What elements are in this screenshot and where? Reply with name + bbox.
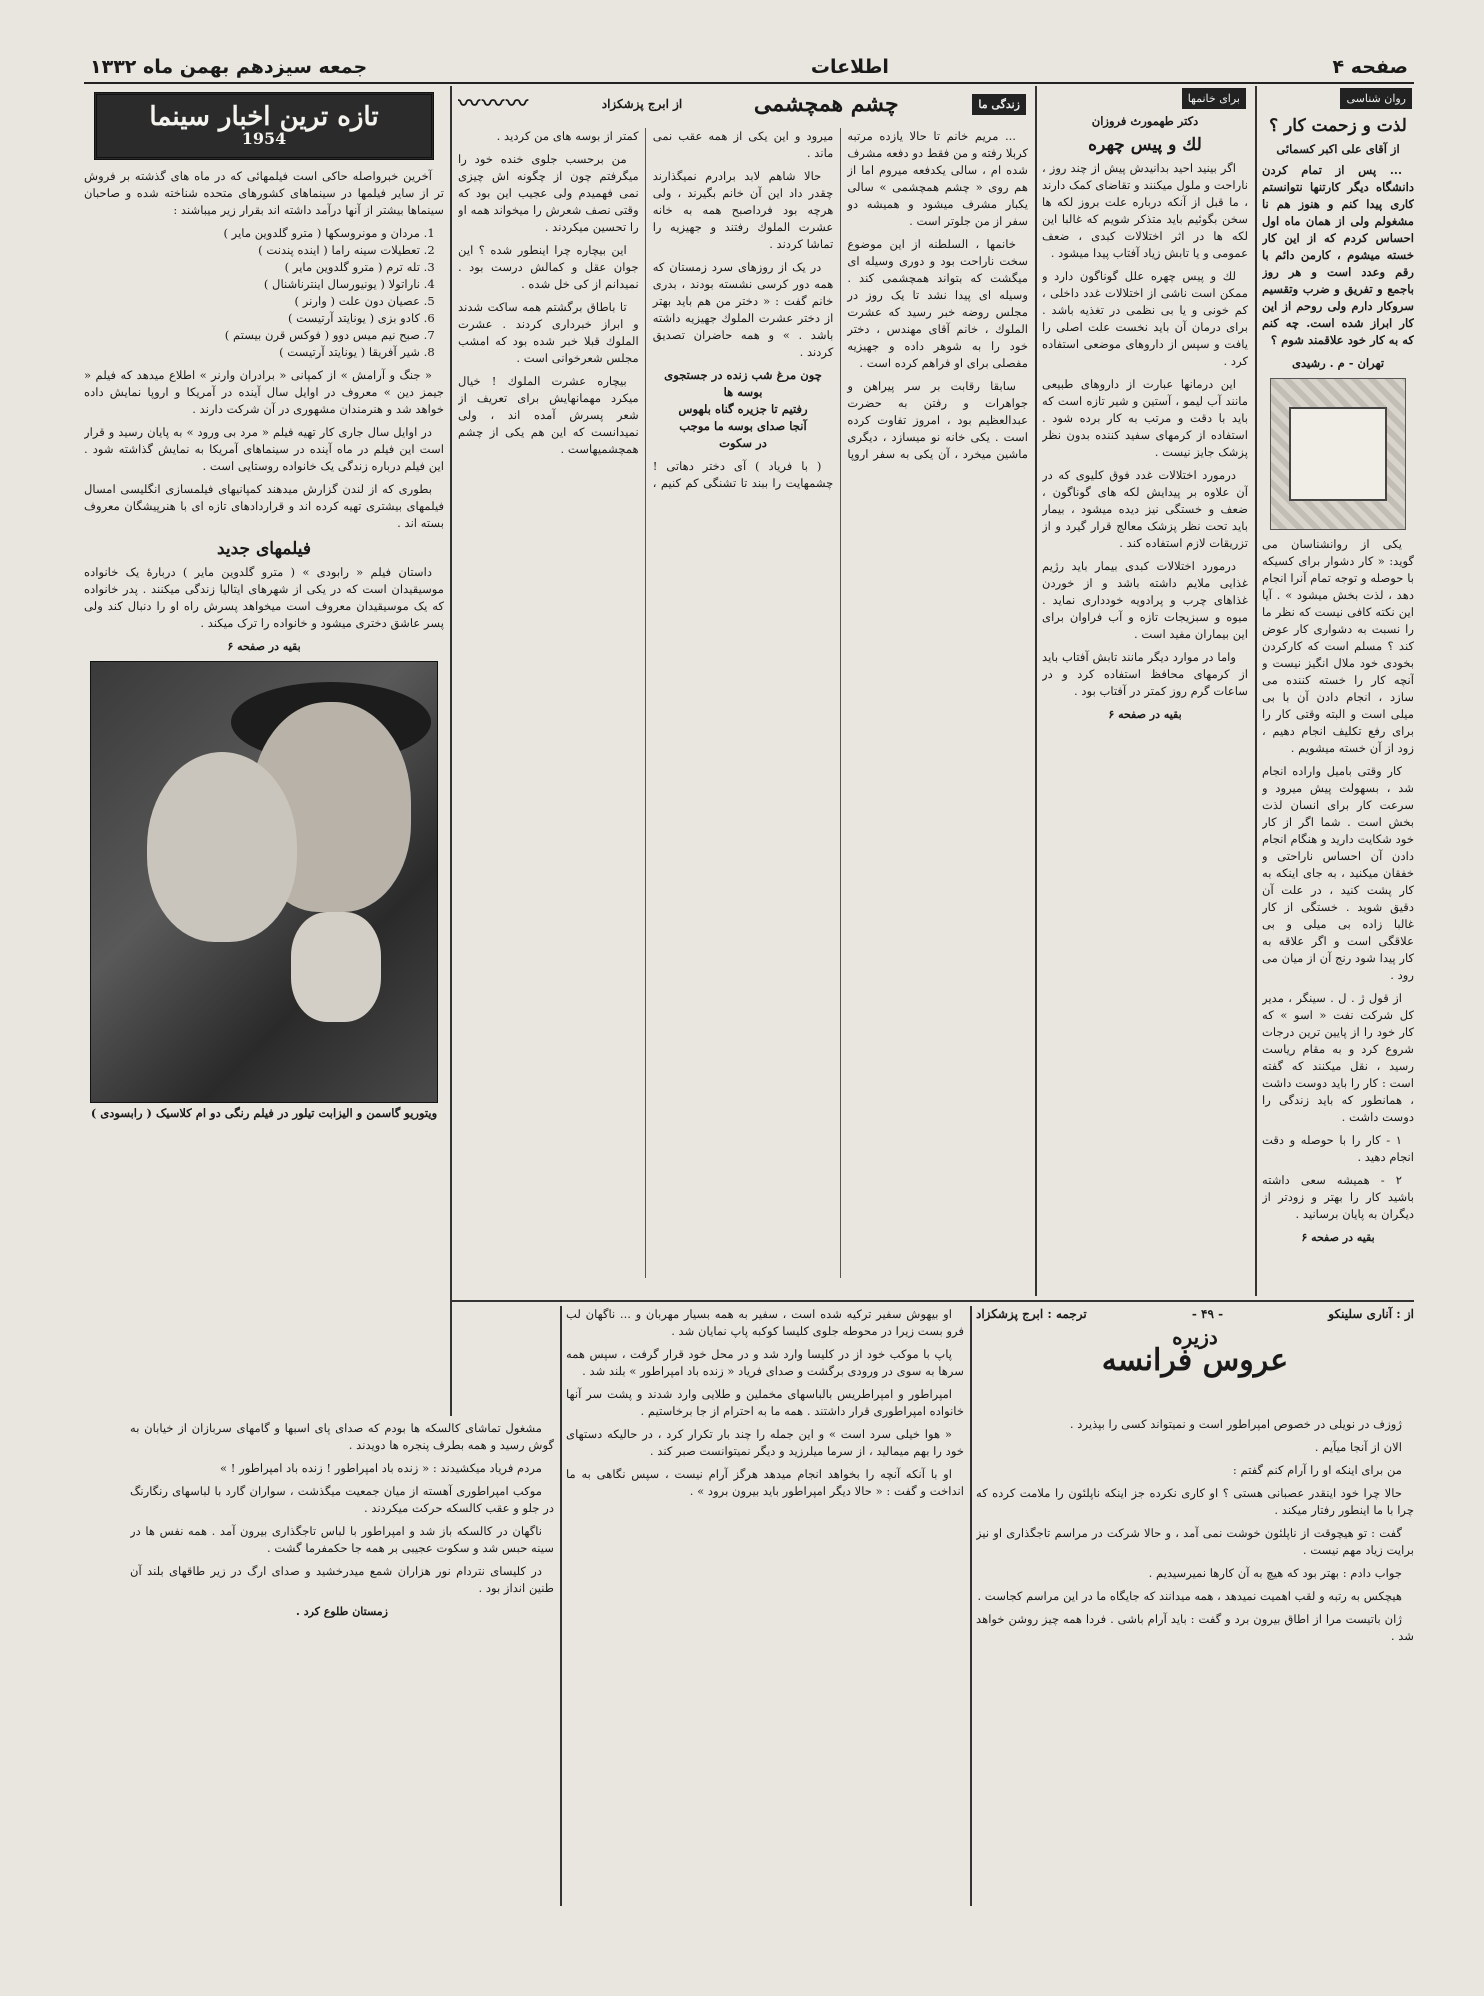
- psychology-column: [1262, 86, 1414, 1296]
- serial-column-1: [976, 1416, 1414, 1906]
- paragraph: « جنگ و آرامش » از کمپانی « برادران وارنر » اطلاع میدهد که فیلم « جیمز دین » معروف در اوایل سال آینده در آمریکا و اروپا نمایش داده خواهد شد و هنرمندان مشهوری در آن شرکت دارند .: [84, 368, 444, 416]
- article-author: از ابرج پزشکزاد: [601, 96, 683, 111]
- issue-date: جمعه سیزدهم بهمن ماه ۱۳۳۲: [90, 56, 368, 78]
- paragraph: اگر بینید احید بدانیدش پیش از چند روز ، ناراحت و ملول میکنند و تقاضای کمک دارند ، ما قبل از آنکه درباره علت بروز لکه ها سخن بگوئیم باید متذکر شویم که غالبا این لکه ها در اثر اختلالات کبدی ، ضعف عمومی و یا تابش زیاد آفتاب پیدا میشود .: [1042, 161, 1248, 260]
- paragraph: ژان باتیست مرا از اطاق بیرون برد و گفت : باید آرام باشی . فردا همه چیز روشن خواهد شد .: [976, 1612, 1414, 1643]
- paragraph: واما در موارد دیگر مانند تابش آفتاب باید از کرمهای محافظ استفاده کرد و در ساعات گرم روز کمتر در آفتاب بود .: [1042, 650, 1248, 698]
- article-title: لذت و زحمت کار ؟: [1269, 116, 1407, 136]
- box-office-list: [84, 225, 420, 361]
- paragraph: آخرین خبرواصله حاکی است فیلمهائی که در ماه های گذشته بر فروش تر از سایر فیلمها در سینماهای کشورهای متحده شناخته شده و صاحبان سینماها بیشتر از آنها درآمد داشته اند بقرار زیر میباشند :: [84, 169, 444, 217]
- poem-line: چون مرغ شب زنده در جستجوی بوسه ها: [664, 368, 822, 399]
- poem-line: آنجا صدای بوسه ما موجب: [679, 419, 807, 433]
- paragraph: در یک از روزهای سرد زمستان که همه دور کرسی نشسته بودند ، بدری خانم گفت : « دختر من هم باید بهتر از دختر عشرت الملوك جهیزیه داشته باشد . » و همه حاضران تصدیق کردند .: [652, 260, 834, 359]
- serial-column-3: [130, 1420, 554, 1906]
- paragraph: یکی از روانشناسان می گوید: « کار دشوار برای کسیکه با حوصله و توجه تمام آنرا انجام دهد ، لذت بخش میشود » . آیا این نکته کافی نیست که نظر ما را نسبت به دشواری کار عوض کند ؟ مسلم است که کارکردن بخودی خود ملال انگیز نیست و آنچه کار را خسته کننده می سازد ، انجام دادن آن با بی میلی است و البته وقتی کار را برای رفع تکلیف انجام دهیم ، زود از آن خسته میشویم .: [1262, 537, 1414, 755]
- section-tag: [1262, 86, 1414, 111]
- paragraph: هیچکس به رتبه و لقب اهمیت نمیدهد ، همه میدانند که جایگاه ما در این مراسم کجاست .: [977, 1589, 1402, 1603]
- continued-note: بقیه در صفحه ۶: [1301, 1231, 1375, 1244]
- paragraph: حالا چرا خود اینقدر عصبانی هستی ؟ او کاری نکرده جز اینکه ناپلئون را ملامت کرده که چرا با ما اینطور رفتار میکند .: [976, 1486, 1414, 1517]
- paragraph: این درمانها عبارت از داروهای طبیعی مانند آب لیمو ، آستین و شیر تازه است که باید با دقت و مرتب به کار برده شود . استفاده از کرمهای سفید کننده بدون نظر پزشک جایز نیست .: [1042, 377, 1248, 459]
- column-rule: [1035, 86, 1037, 1296]
- paragraph: در کلیسای نتردام نور هزاران شمع میدرخشید و صدای ارگ در زیر طاقهای بلند آن طنین انداز بود .: [130, 1564, 554, 1595]
- continued-note: بقیه در صفحه ۶: [227, 640, 301, 653]
- paragraph: او با آنکه آنچه را بخواهد انجام میدهد هرگز آرام نیست ، سپس نگاهی به ما انداخت و گفت : « حالا دیگر امپراطور باید بیرون برود » .: [566, 1467, 964, 1498]
- paragraph: این بیچاره چرا اینطور شده ؟ این جوان عقل و کمالش درست بود . نمیدانم از کی خل شده .: [458, 243, 639, 291]
- list-item: 2. تعطیلات سینه راما ( اینده پندنت ): [84, 242, 420, 259]
- paragraph: ... مریم خانم تا حالا یازده مرتبه کربلا رفته و من فقط دو دفعه مشرف شده ام ، سالی یکدفعه میروم اما از هم روی « چشم همچشمی » سالی یکبار مشرف میشود و همیشه دو سفر از من جلوتر است .: [847, 129, 1028, 228]
- paragraph: از قول ژ . ل . سینگر ، مدیر کل شرکت نفت « اسو » که کار خود را از پایین ترین درجات شروع کرد و به مقام ریاست رسید ، نقل میکنند که گفته است : کار را باید دوست داشت ، همانطور که باید زندگی را دوست داشت .: [1262, 991, 1414, 1124]
- column-rule: [970, 1306, 972, 1906]
- paragraph: مشغول تماشای کالسکه ها بودم که صدای پای اسبها و گامهای سربازان از خیابان به گوش رسید و همه بطرف پنجره ها دویدند .: [130, 1421, 554, 1452]
- serial-name: دزیره: [1172, 1325, 1218, 1349]
- closing-line: زمستان طلوع کرد .: [296, 1605, 388, 1618]
- page-number: صفحه ۴: [1332, 56, 1408, 78]
- article-author: دکتر طهمورث فروزان: [1091, 114, 1199, 128]
- paragraph: بیچاره عشرت الملوك ! خیال میکرد مهمانهایش برای تعریف از شعر پسرش آمده اند ، ولی نمیدانست که این هم یکی از چشم همچشمیهاست .: [458, 374, 639, 456]
- serial-header: [976, 1306, 1414, 1416]
- photo-shape: [147, 752, 297, 942]
- paragraph: من برای اینکه او را آرام کنم گفتم :: [1232, 1463, 1402, 1477]
- column-rule: [560, 1306, 562, 1906]
- list-item: 8. شیر آفریقا ( یونایتد آرتیست ): [84, 344, 420, 361]
- paragraph: او بیهوش سفیر ترکیه شده است ، سفیر به همه بسیار مهربان و ... ناگهان لب فرو بست زیرا در محوطه جلوی کلیسا کوکبه پاپ نمایان شد .: [566, 1307, 964, 1338]
- poem: [653, 367, 834, 452]
- section-banner: [458, 86, 1028, 122]
- paragraph: تا باطاق برگشتم همه ساکت شدند و ابراز خبرداری کردند . عشرت الملوك قبلا خبر شده بود که امشب مجلس شعرخوانی است .: [458, 300, 639, 365]
- subsection-title: فیلمهای جدید: [216, 539, 312, 559]
- paragraph: ناگهان در کالسکه باز شد و امپراطور با لباس تاجگذاری بیرون آمد . همه نفس ها در سینه حبس شد و سکوت عجیبی بر همه جا حکمفرما گشت .: [130, 1524, 554, 1555]
- article-author: از آقای علی اکبر کسمائی: [1276, 142, 1400, 156]
- paragraph: گفت : تو هیچوقت از ناپلئون خوشت نمی آمد ، و حالا شرکت در مراسم تاجگذاری او نیز برایت زیاد مهم نیست .: [976, 1526, 1414, 1557]
- paragraph: در اوایل سال جاری کار تهیه فیلم « مرد بی ورود » به پایان رسید و قرار است این فیلم در ماه آینده در سینماهای آمریکا به نمایش گذاشته شود . این فیلم درباره زندگی یک خانواده روستایی است .: [84, 425, 444, 473]
- paragraph: درمورد اختلالات کبدی بیمار باید رژیم غذایی ملایم داشته باشد و از خوردن غذاهای چرب و پرادویه خودداری نماید . میوه و سبزیجات تازه و آب فراوان برای این بیماران مفید است .: [1042, 559, 1248, 641]
- paragraph: مردم فریاد میکشیدند : « زنده باد امپراطور ! زنده باد امپراطور ! »: [219, 1461, 542, 1475]
- paragraph: درمورد اختلالات غدد فوق کلیوی که در آن علاوه بر پیدایش لکه های گوناگون ، ضعف و خستگی نیز دیده میشود ، بیمار باید تحت نظر پزشک معالج قرار گیرد و از تزریقات لازم استفاده کند .: [1042, 468, 1248, 550]
- banner-year: 1954: [241, 129, 287, 148]
- page-header: [84, 52, 1414, 84]
- film-still-photo: [90, 661, 438, 1103]
- cinema-banner: [94, 92, 434, 160]
- column-rule: [450, 86, 452, 1416]
- paragraph: خانمها ، السلطنه از این موضوع سخت ناراحت بود و دوری وسیله ای میگشت که بتواند همچشمی کند . وسیله ای پیدا نشد تا یک روز در مجلس روضه خبر رسید که عشرت الملوك ، خانم آقای مهندس ، دختر خود را به شوهر داده و جهیزیه مفصلی برای او فراهم کرده است .: [847, 237, 1028, 370]
- health-column: [1042, 86, 1248, 1296]
- serial-title: عروس فرانسه: [1101, 1343, 1289, 1378]
- paragraph: پاپ با موکب خود از در کلیسا وارد شد و در محل خود قرار گرفت ، سپس همه سرها به سوی در ورودی برگشت و صدای فریاد « زنده باد امپراطور » بلند شد .: [566, 1347, 964, 1378]
- episode-number: - ۴۹ -: [1191, 1307, 1224, 1321]
- paragraph: داستان فیلم « رابودی » ( مترو گلدوین مایر ) دربارهٔ یک خانواده موسیقیدان است که در یکی از شهرهای ایتالیا زندگی میکنند . پدر خانواده که یک موسیقیدان معروف است میخواهد پسرش راه او را دنبال کند ولی پسر عاشق دختری میشود و خانواده را ترک میکند .: [84, 565, 444, 630]
- article-title: لك و پیس چهره: [1088, 135, 1202, 155]
- reader-letter: ... پس از تمام کردن دانشگاه دیگر کارتنها نتوانستم کاری پیدا کنم و هنوز هم نا مشغولم ولی از همان ماه اول احساس کردم که از این کار خسته میشوم ، کارمن دائم با رقم وعدد است و هر روز باجمع و تفریق و ضرب وتقسیم سروکار دارم ولی روحم از این کار ابراز شده است. چه کنم که به کار خود علاقمند شوم ؟: [1262, 163, 1414, 347]
- paper-name: اطلاعات: [810, 56, 889, 78]
- article-title: چشم همچشمی: [753, 91, 899, 117]
- banner-title: تازه ترین اخبار سینما: [149, 102, 379, 132]
- paragraph: ژوزف در نویلی در خصوص امپراطور است و نمیتواند کسی را بپذیرد .: [1069, 1417, 1402, 1431]
- list-item: 6. کادو بزی ( یونایتد آرتیست ): [84, 310, 420, 327]
- paragraph: من برحسب جلوی خنده خود را میگرفتم چون از چگونه اش چیزی نمی فهمیدم ولی عجیب این بود که وقتی نصف شعرش را میخواند همه او را تحسین میکردند .: [458, 152, 639, 234]
- psychology-tag: روان شناسی: [1340, 88, 1412, 109]
- paragraph: ۲ - همیشه سعی داشته باشید کار را بهتر و زودتر از دیگران به پایان برسانید .: [1262, 1173, 1414, 1221]
- list-item: 7. صبح نیم میس دوو ( فوکس قرن بیستم ): [84, 327, 420, 344]
- paragraph: الان از آنجا میآیم .: [1314, 1440, 1402, 1454]
- section-rule: [450, 1300, 1414, 1302]
- photo-shape: [291, 912, 381, 1022]
- paragraph: حالا شاهم لابد برادرم نمیگذارند چقدر داد این آن خانم بگیرند ، ولی هرچه بود فرداصبح همه به خانه عشرت الملوك رفتند و جهیزیه را تماشا کردند .: [652, 169, 834, 251]
- paragraph: بطوری که از لندن گزارش میدهند کمپانیهای فیلمسازی انگلیسی امسال فیلمهای بیشتری تهیه کرده اند و قراردادهای تازه ای با هنرپیشگان معروف بسته اند .: [84, 482, 444, 530]
- wave-ornament: 〰〰〰: [458, 90, 531, 117]
- photo-caption: ویتوریو گاسمن و الیزابت تیلور در فیلم رنگی دو ام کلاسیک ( رابسودی ): [90, 1106, 438, 1120]
- story-body: [458, 128, 1028, 1278]
- paragraph: لك و پیس چهره علل گوناگون دارد و ممکن است ناشی از اختلالات غدد داخلی ، کم خونی و یا بی نظمی در تغذیه باشد . برای درمان آن باید نخست علت اصلی را یافت و سپس از داروهای موضعی استفاده کرد .: [1042, 269, 1248, 368]
- paragraph: « هوا خیلی سرد است » و این جمله را چند بار تکرار کرد ، در حالیکه دستهای خود را بهم میمالید ، از سرما میلرزید و دیگر نمیتوانست صبر کند .: [566, 1427, 964, 1458]
- serial-column-2: [566, 1306, 964, 1906]
- paragraph: امپراطور و امپراطریس بالباسهای مخملین و طلایی وارد شدند و پشت سر آنها خانواده امپراطوری قرار داشتند . همه ما به احترام از جا برخاستیم .: [566, 1387, 964, 1418]
- paragraph: سابقا رقابت بر سر پیراهن و جواهرات و رفتن به حضرت عبدالعظیم بود ، امروز تفاوت کرده است . یکی خانه نو میسازد ، دیگری ماشین میخرد ، آن یکی به سفر اروپا میرود و این یکی از همه عقب نمی ماند .: [652, 129, 1028, 461]
- paragraph: کار وقتی بامیل واراده انجام شد ، بسهولت پیش میرود و سرعت کار برای انسان لذت بخش است . شما اگر از کار خود شکایت دارید و هنگام انجام دادن آن احساس ناراحتی و خفقان میکنید ، به جای اینکه به کار پشت کنید ، در علت آن دقیق شوید . خستگی از کار غالبا زاده بی میلی و بی علاقگی است و اگر علاقه به کار پیدا شود رنج آن از میان می رود .: [1262, 764, 1414, 982]
- list-item: 5. عصیان دون علت ( وارنر ): [84, 293, 420, 310]
- life-tag: زندگی ما: [972, 94, 1026, 115]
- column-rule: [1255, 86, 1257, 1296]
- poem-line: رفتیم تا جزیره گناه بلهوس: [678, 402, 808, 416]
- list-item: 4. ناراتولا ( یونیورسال اینترناشنال ): [84, 276, 420, 293]
- cinema-column: [84, 86, 444, 1406]
- serial-translator: ترجمه : ابرج پزشکزاد: [976, 1307, 1087, 1321]
- women-tag: برای خانمها: [1182, 88, 1246, 109]
- paragraph: ۱ - کار را با حوصله و دقت انجام دهید .: [1262, 1133, 1414, 1164]
- letter-signature: تهران - م . رشیدی: [1291, 356, 1385, 370]
- section-tag: [1042, 86, 1248, 111]
- poem-line: در سکوت: [719, 436, 767, 450]
- paragraph: موکب امپراطوری آهسته از میان جمعیت میگذشت ، سواران گارد با لباسهای رنگارنگ در جلو و عقب کالسکه حرکت میکردند .: [130, 1484, 554, 1515]
- list-item: 1. مردان و مونروسکها ( مترو گلدوین مایر ): [84, 225, 420, 242]
- paragraph: جواب دادم : بهتر بود که هیچ به آن کارها نمیرسیدیم .: [1148, 1566, 1402, 1580]
- serial-author: از : آناری سلینکو: [1328, 1307, 1414, 1321]
- story-column: [458, 86, 1028, 1291]
- list-item: 3. تله ترم ( مترو گلدوین مایر ): [84, 259, 420, 276]
- desk-illustration: [1270, 378, 1406, 530]
- serial-credits: [976, 1306, 1414, 1323]
- paragraph: ( با فریاد ) آی دختر دهاتی ! چشمهایت را ببند تا تشنگی کم کنیم ، کمتر از بوسه های من کردید .: [496, 129, 834, 490]
- continued-note: بقیه در صفحه ۶: [1108, 708, 1182, 721]
